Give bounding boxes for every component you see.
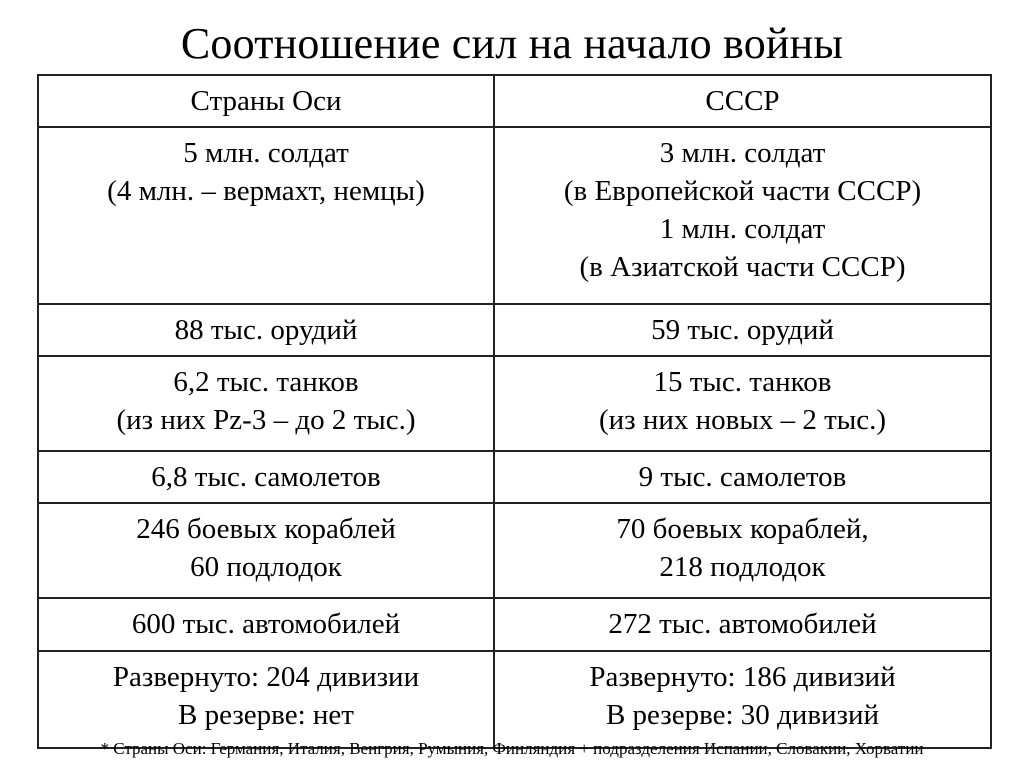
cell-line: 70 боевых кораблей, — [616, 513, 869, 545]
footnote: * Страны Оси: Германия, Италия, Венгрия, Румыния, Финляндия + подразделения Испании, Словакии, Хорватии — [100, 739, 924, 758]
cell-axis-ships — [38, 503, 494, 598]
cell-axis-guns — [38, 304, 494, 356]
table-row — [38, 651, 991, 748]
table-row — [38, 304, 991, 356]
table-row — [38, 451, 991, 503]
cell-axis-planes — [38, 451, 494, 503]
cell-line: 5 млн. солдат — [183, 137, 349, 169]
cell-line: (4 млн. – вермахт, немцы) — [107, 175, 425, 207]
cell-axis-tanks — [38, 356, 494, 451]
cell-axis-divisions — [38, 651, 494, 748]
cell-axis-soldiers — [38, 127, 494, 304]
cell-line: 600 тыс. автомобилей — [131, 608, 401, 640]
forces-comparison-table — [37, 74, 992, 749]
cell-line: Развернуто: 204 дивизии — [112, 661, 420, 693]
cell-ussr-planes — [494, 451, 991, 503]
cell-line: 59 тыс. орудий — [651, 314, 834, 346]
table-row — [38, 503, 991, 598]
header-ussr — [494, 75, 991, 127]
page-title: Соотношение сил на начало войны — [180, 19, 844, 68]
table-header-row — [38, 75, 991, 127]
table-row — [38, 356, 991, 451]
cell-line: (в Азиатской части СССР) — [579, 251, 906, 283]
cell-ussr-guns — [494, 304, 991, 356]
cell-axis-cars — [38, 598, 494, 651]
cell-ussr-soldiers — [494, 127, 991, 304]
header-axis-label: Страны Оси — [190, 85, 342, 117]
cell-line: 218 подлодок — [659, 551, 826, 583]
cell-line: 88 тыс. орудий — [174, 314, 358, 346]
cell-line: 6,8 тыс. самолетов — [151, 461, 381, 493]
cell-ussr-tanks — [494, 356, 991, 451]
cell-line: В резерве: 30 дивизий — [605, 699, 880, 731]
cell-line: 60 подлодок — [190, 551, 342, 583]
cell-line: (в Европейской части СССР) — [563, 175, 922, 207]
table-row — [38, 598, 991, 651]
cell-line: Развернуто: 186 дивизий — [589, 661, 896, 693]
cell-line: 15 тыс. танков — [653, 366, 832, 398]
cell-line: (из них новых – 2 тыс.) — [598, 404, 887, 436]
header-ussr-label: СССР — [705, 85, 780, 117]
cell-line: 9 тыс. самолетов — [638, 461, 847, 493]
cell-ussr-divisions — [494, 651, 991, 748]
cell-ussr-cars — [494, 598, 991, 651]
cell-line: (из них Pz-3 – до 2 тыс.) — [116, 404, 416, 436]
cell-line: 6,2 тыс. танков — [173, 366, 359, 398]
cell-line: 3 млн. солдат — [659, 137, 826, 169]
cell-line: 1 млн. солдат — [659, 213, 826, 245]
cell-line: 246 боевых кораблей — [136, 513, 396, 545]
header-axis — [38, 75, 494, 127]
cell-ussr-ships — [494, 503, 991, 598]
table-row — [38, 127, 991, 304]
cell-line: 272 тыс. автомобилей — [608, 608, 877, 640]
cell-line: В резерве: нет — [178, 699, 354, 731]
